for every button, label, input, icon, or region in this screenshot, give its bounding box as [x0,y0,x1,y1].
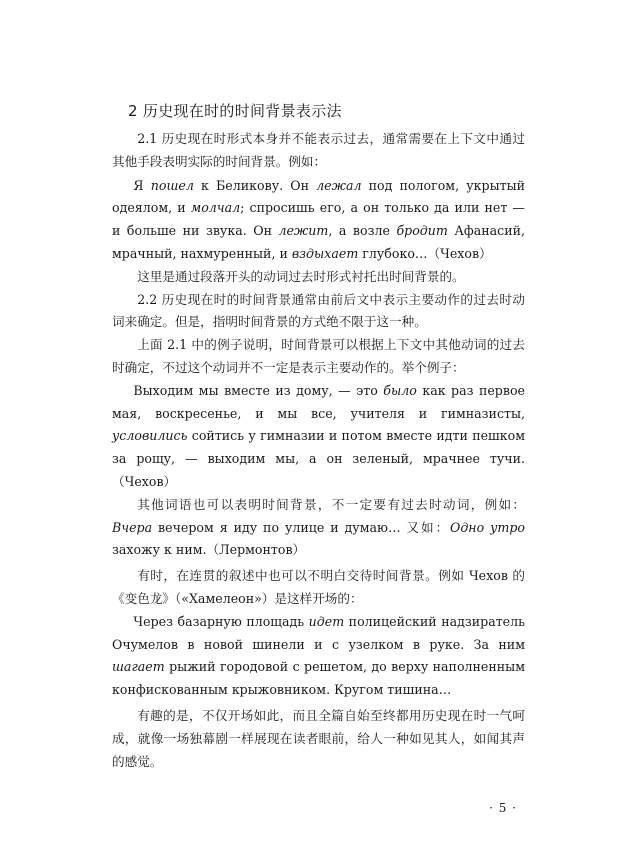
page-body [112,100,525,773]
text-run: Через базарную площадь [133,613,309,629]
paragraph-2-1 [112,128,525,174]
text-run: 有趣的是，不仅开场如此，而且全篇自始至终都用历史现在时一气呵成，就像一场独幕剧一样展现在读者眼前，给人一种如见其人，如闻其声的感觉。 [112,707,525,769]
paragraph-interesting [112,705,525,773]
text-run: вечером я иду по улице и думаю… 又如： [152,519,450,535]
emphasized-verb: лежал [316,177,362,193]
emphasized-verb: лежит [278,223,329,239]
text-run: глубоко…（Чехов） [358,245,492,261]
text-run: как раз первое мая, воскресенье, и мы все, учителя и гимназисты, [112,382,525,421]
text-run: под пологом, укрытый одеялом, и [112,177,525,216]
emphasized-verb: шагает [112,659,165,675]
emphasized-verb: молчал [190,200,241,216]
paragraph-2-2 [112,289,525,335]
paragraph-comment [112,266,525,289]
paragraph-other-words [112,494,525,562]
emphasized-verb: Вчера [112,519,153,535]
emphasized-verb: пошел [150,177,194,193]
emphasized-verb: вздыхает [291,245,359,261]
emphasized-verb: было [383,382,417,398]
text-run: к Беликову. Он [193,177,317,193]
text-run: рыжий городовой с решетом, до верху наполненным конфискованным крыжовником. Кругом тишина… [112,659,525,698]
emphasized-verb: условились [112,428,188,444]
text-run: 其他词语也可以表明时间背景，不一定要有过去时动词，例如： [137,496,525,512]
example-quote-chameleon [112,611,525,702]
text-run: захожу к ним.（Лермонтов） [112,542,306,558]
page-number: · 5 · [489,801,517,815]
text-run: 2.2 历史现在时的时间背景通常由前后文中表示主要动作的过去时动词来确定。但是，指明时间背景的方式绝不限于这一种。 [112,291,525,330]
text-run: полицейский надзиратель Очумелов в новой шинели и с узелком в руке. За ним [112,613,525,652]
text-run: 这里是通过段落开头的动词过去时形式衬托出时间背景的。 [137,268,465,284]
text-run: Выходим мы вместе из дому, — это [133,382,384,398]
emphasized-verb: идет [308,613,345,629]
text-run: 有时，在连贯的叙述中也可以不明白交待时间背景。例如 Чехов 的《变色龙》（«Хамелеон»）是这样开场的： [112,568,525,606]
paragraph-above-example [112,334,525,380]
text-run: , а возле [328,223,397,239]
text-run: 上面 2.1 中的例子说明，时间背景可以根据上下文中其他动词的过去时确定，不过这个动词并不一定是表示主要动作的。举个例子： [112,337,525,375]
emphasized-verb: бродит [396,223,448,239]
text-run: Я [133,177,151,193]
text-run: 2.1 历史现在时形式本身并不能表示过去，通常需要在上下文中通过其他手段表明实际的时间背景。例如： [112,131,525,169]
text-run: сойтись у гимназии и потом вместе идти пешком за рощу, — выходим мы, а он зеленый, мрачнее тучи.（Чехов） [112,428,525,489]
section-title: 2 历史现在时的时间背景表示法 [128,102,342,120]
text-run: ; спросишь его, а он только да или нет — и больше ни звука. Он [112,200,525,239]
paragraph-sometimes [112,565,525,611]
text-run: Афанасий, мрачный, нахмуренный, и [112,223,526,261]
example-quote-chekhov-1 [112,175,525,266]
example-quote-chekhov-2 [112,380,525,494]
emphasized-verb: Одно утро [450,519,525,535]
